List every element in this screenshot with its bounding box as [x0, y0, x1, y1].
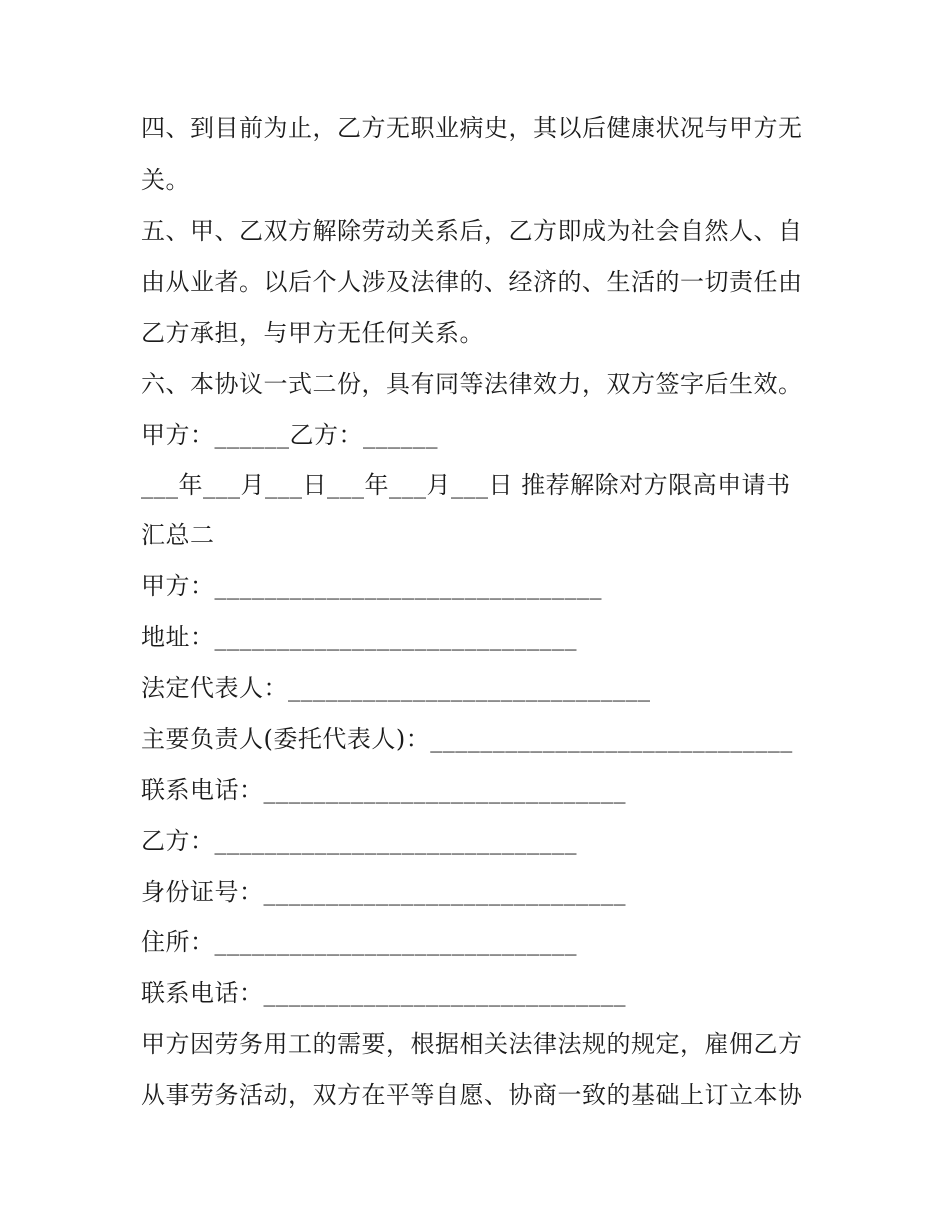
text-line: 关。 — [141, 166, 190, 194]
section-heading: 汇总二 — [141, 521, 215, 549]
form-field-id-number: 身份证号：_____________________________ — [141, 878, 626, 906]
form-field-phone-b: 联系电话：_____________________________ — [141, 979, 626, 1007]
text-line: 从事劳务活动，双方在平等自愿、协商一致的基础上订立本协 — [141, 1081, 803, 1109]
form-field-phone-a: 联系电话：_____________________________ — [141, 776, 626, 804]
form-field-party-a: 甲方：_______________________________ — [141, 572, 602, 600]
signature-line: 甲方：______乙方：______ — [141, 421, 438, 449]
text-line: 四、到目前为止，乙方无职业病史，其以后健康状况与甲方无 — [141, 114, 803, 142]
form-field-address: 地址：_____________________________ — [141, 623, 577, 651]
text-line: 由从业者。以后个人涉及法律的、经济的、生活的一切责任由 — [141, 268, 803, 296]
text-line: 甲方因劳务用工的需要，根据相关法律法规的规定，雇佣乙方 — [141, 1030, 803, 1058]
form-field-residence: 住所：_____________________________ — [141, 928, 577, 956]
text-line: 乙方承担，与甲方无任何关系。 — [141, 319, 484, 347]
text-line: 五、甲、乙双方解除劳动关系后，乙方即成为社会自然人、自 — [141, 217, 803, 245]
form-field-legal-representative: 法定代表人：_____________________________ — [141, 674, 651, 702]
text-line: 六、本协议一式二份，具有同等法律效力，双方签字后生效。 — [141, 370, 803, 398]
form-field-party-b: 乙方：_____________________________ — [141, 827, 577, 855]
date-line: ___年___月___日___年___月___日 推荐解除对方限高申请书 — [141, 471, 791, 499]
form-field-principal: 主要负责人(委托代表人)：_____________________________ — [141, 725, 793, 753]
